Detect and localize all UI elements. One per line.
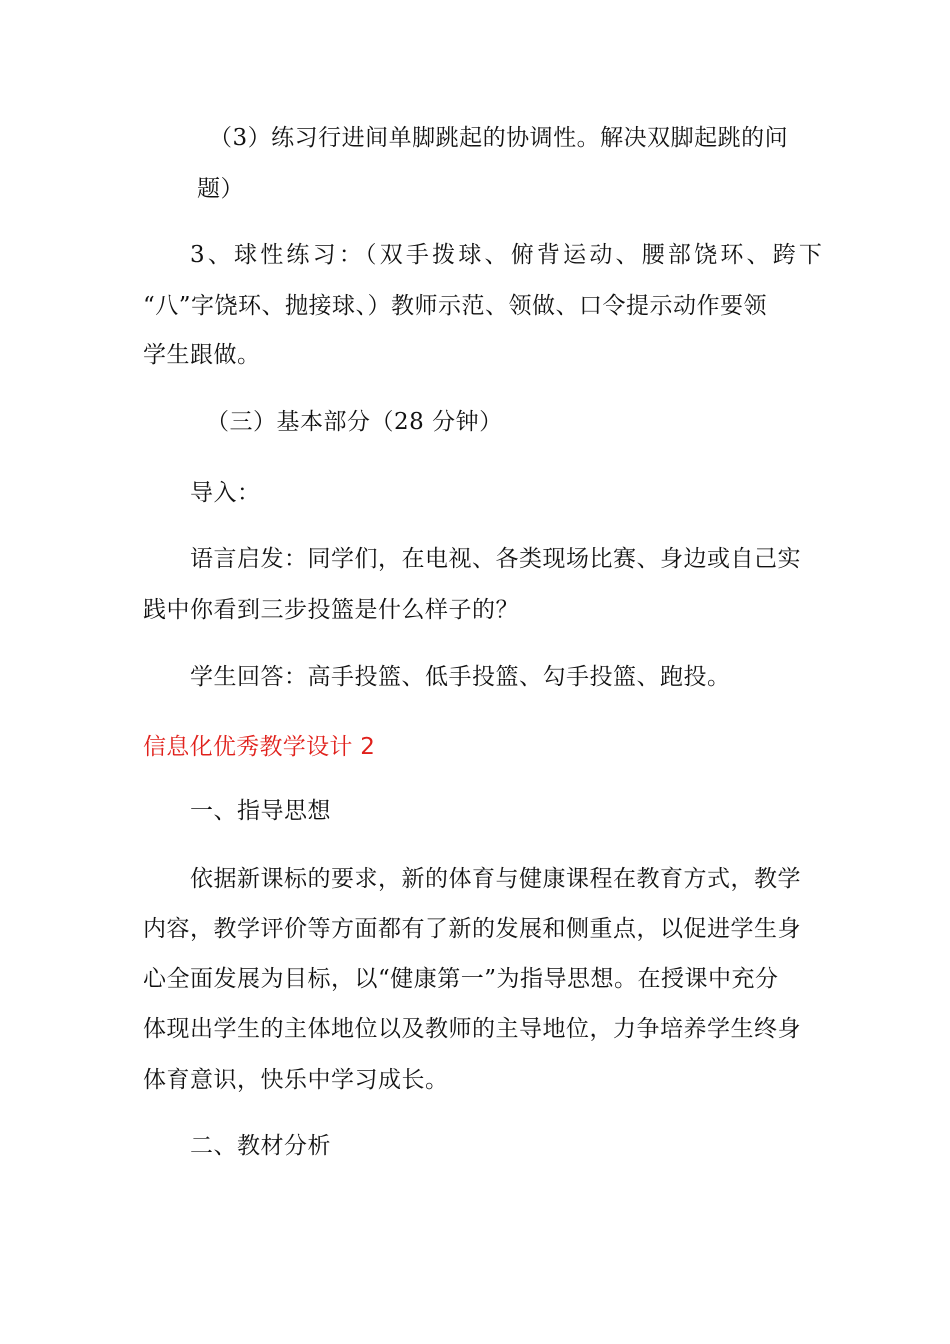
- intro-label: 导入：: [190, 480, 261, 506]
- prompt-line-2: 践中你看到三步投篮是什么样子的？: [143, 597, 519, 623]
- prompt-line-1: 语言启发：同学们，在电视、各类现场比赛、身边或自己实: [190, 546, 801, 572]
- part-1-title: 一、指导思想: [190, 798, 331, 824]
- paragraph-1-line-5: 体育意识，快乐中学习成长。: [143, 1067, 449, 1093]
- paragraph-1-line-1: 依据新课标的要求，新的体育与健康课程在教育方式，教学: [190, 866, 801, 892]
- paragraph-1-line-4: 体现出学生的主体地位以及教师的主导地位，力争培养学生终身: [143, 1016, 801, 1042]
- paragraph-1-line-2: 内容，教学评价等方面都有了新的发展和侧重点，以促进学生身: [143, 916, 801, 942]
- ball-practice-line-2: “八”字饶环、抛接球、）教师示范、领做、口令提示动作要领: [143, 293, 768, 319]
- practice-item-3-line-1: （3）练习行进间单脚跳起的协调性。解决双脚起跳的问: [209, 125, 789, 151]
- part-2-title: 二、教材分析: [190, 1133, 331, 1159]
- ball-practice-line-1: 3、球性练习：（双手拨球、俯背运动、腰部饶环、跨下: [190, 242, 826, 268]
- paragraph-1-line-3: 心全面发展为目标，以“健康第一”为指导思想。在授课中充分: [143, 966, 779, 992]
- answer-line: 学生回答：高手投篮、低手投篮、勾手投篮、跑投。: [190, 664, 731, 690]
- practice-item-3-line-2: 题）: [197, 176, 244, 202]
- design-2-heading: 信息化优秀教学设计 2: [143, 734, 376, 760]
- ball-practice-line-3: 学生跟做。: [143, 342, 261, 368]
- section-3-title: （三）基本部分（28 分钟）: [206, 409, 503, 435]
